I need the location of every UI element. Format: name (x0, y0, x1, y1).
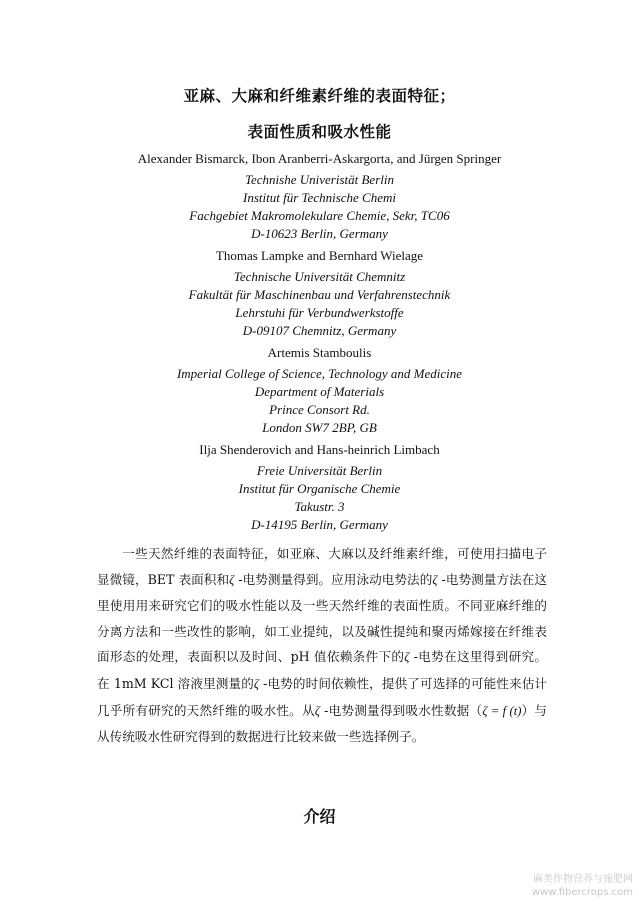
abstract-text: -电势测量得到。应用泳动电势法的 (234, 571, 433, 587)
affiliation-line: D-10623 Berlin, Germany (251, 226, 388, 241)
watermark-line: 麻类作物营养与施肥网 (533, 874, 633, 885)
authors-affiliations (0, 149, 639, 537)
affiliation-line: Department of Materials (254, 384, 385, 399)
section-heading: 介绍 (303, 807, 336, 826)
affiliation (0, 268, 639, 340)
affiliation-line: Takustr. 3 (294, 499, 345, 514)
affiliation-line: Fachgebiet Makromolekulare Chemie, Sekr, TC06 (189, 208, 450, 223)
affiliation (0, 171, 639, 243)
affiliation-line: London SW7 2BP, GB (262, 420, 377, 435)
watermark-line: www.fibercrops.com (531, 887, 633, 898)
affiliation-line: Imperial College of Science, Technology and Medicine (176, 366, 463, 381)
author-group-4 (0, 440, 639, 534)
author-group-1 (0, 149, 639, 243)
author-names: Alexander Bismarck, Ibon Aranberri-Askargorta, and Jürgen Springer (137, 151, 502, 166)
affiliation-line: Institut für Organische Chemie (238, 481, 401, 496)
abstract-text: -电势在这里得到研究。在 1mM KCl 溶液里测量的 (97, 649, 547, 691)
author-group-2 (0, 246, 639, 340)
affiliation-line: Technishe Univeristät Berlin (244, 172, 394, 187)
zeta-symbol: ζ (314, 703, 320, 718)
affiliation-line: Technische Universität Chemnitz (233, 269, 406, 284)
watermark (532, 873, 633, 899)
abstract-paragraph (97, 541, 547, 750)
affiliation-line: D-14195 Berlin, Germany (251, 517, 388, 532)
affiliation-line: Prince Consort Rd. (269, 402, 370, 417)
paper-title-line1: 亚麻、大麻和纤维素纤维的表面特征； (183, 87, 456, 105)
abstract-text: 一些天然纤维的表面特征，如亚麻、大麻以及纤维素纤维，可使用扫描电子显微镜，BET 表面积和 (97, 546, 547, 587)
abstract-text: -电势测量方法在这里使用用来研究它们的吸水性能以及一些天然纤维的表面性质。不同亚麻纤维的分离方法和一些改性的影响，如工业提纯，以及碱性提纯和聚丙烯嫁接在纤维表面形态的处理，表面积以及时间、pH 值依赖条件下的 (97, 571, 548, 665)
author-names: Artemis Stamboulis (267, 345, 372, 360)
author-names: Ilja Shenderovich and Hans-heinrich Limbach (199, 442, 440, 457)
affiliation-line: Lehrstuhi für Verbundwerkstoffe (235, 305, 404, 320)
formula: ζ = f (t) (482, 703, 522, 718)
affiliation-line: Institut für Technische Chemi (243, 190, 396, 205)
zeta-symbol: ζ (229, 572, 235, 587)
zeta-symbol: ζ (253, 676, 260, 691)
abstract-text: ）与从传统吸水性研究得到的数据进行比较来做一些选择例子。 (97, 702, 548, 745)
affiliation (0, 365, 639, 437)
affiliation-line: D-09107 Chemnitz, Germany (242, 323, 397, 338)
author-group-3 (0, 343, 639, 437)
abstract-text: -电势的时间依赖性，提供了可选择的可能性来估计几乎所有研究的天然纤维的吸水性。从 (97, 675, 547, 718)
affiliation-line: Fakultät für Maschinenbau und Verfahrenstechnik (188, 287, 451, 302)
abstract-text: -电势测量得到吸水性数据（ (319, 702, 483, 718)
zeta-symbol: ζ (404, 650, 410, 665)
affiliation (0, 462, 639, 534)
author-names: Thomas Lampke and Bernhard Wielage (215, 248, 424, 263)
zeta-symbol: ζ (432, 572, 438, 587)
affiliation-line: Freie Universität Berlin (256, 463, 383, 478)
paper-title-line2: 表面性质和吸水性能 (247, 123, 392, 141)
